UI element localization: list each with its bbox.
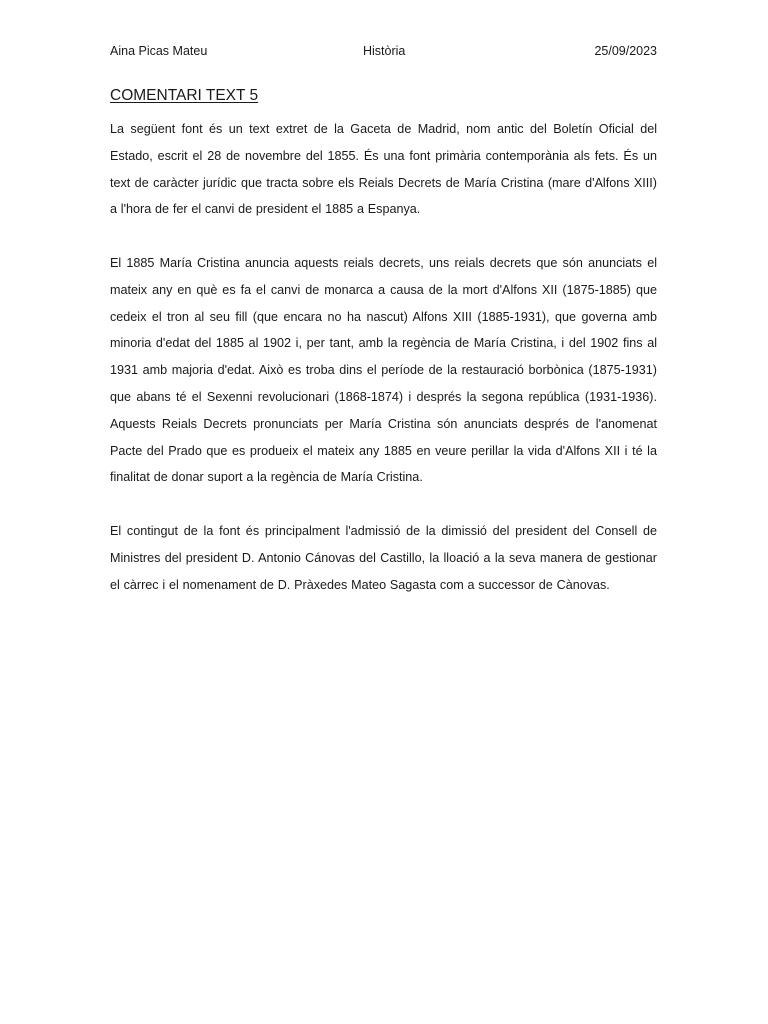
- document-title: COMENTARI TEXT 5: [110, 87, 259, 104]
- paragraph-1: La següent font és un text extret de la Gaceta de Madrid, nom antic del Boletín Oficial del Estado, escrit el 28 de novembre del 1855. És una font primària contemporània als fets. És un text de caràcter jurídic que tracta sobre els Reials Decrets de María Cristina (mare d'Alfons XIII) a l'hora de fer el canvi de president el 1885 a Espanya.: [110, 122, 657, 217]
- paragraph-2: El 1885 María Cristina anuncia aquests reials decrets, uns reials decrets que són anunciats el mateix any en què es fa el canvi de monarca a causa de la mort d'Alfons XII (1875-1885) que cedeix el tron al seu fill (que encara no ha nascut) Alfons XIII (1885-1931), que governa amb minoria d'edat del 1885 al 1902 i, per tant, amb la regència de María Cristina, i del 1902 fins al 1931 amb majoria d'edat. Això es troba dins el període de la restauració borbònica (1875-1931) que abans té el Sexenni revolucionari (1868-1874) i després la segona república (1931-1936). Aquests Reials Decrets pronunciats per María Cristina són anunciats després de l'anomenat Pacte del Prado que es produeix el mateix any 1885 en veure perillar la vida d'Alfons XII i té la finalitat de donar suport a la regència de María Cristina.: [110, 255, 657, 485]
- paragraph-3: El contingut de la font és principalment l'admissió de la dimissió del president del Consell de Ministres del president D. Antonio Cánovas del Castillo, la lloació a la seva manera de gestionar el càrrec i el nomenament de D. Pràxedes Mateo Sagasta com a successor de Cànovas.: [110, 523, 657, 592]
- page-header: [110, 42, 657, 60]
- header-subject: Història: [363, 44, 406, 58]
- document-body: [110, 116, 657, 625]
- header-date: 25/09/2023: [594, 44, 657, 58]
- header-author: Aina Picas Mateu: [110, 44, 208, 58]
- document-page: [110, 0, 657, 1024]
